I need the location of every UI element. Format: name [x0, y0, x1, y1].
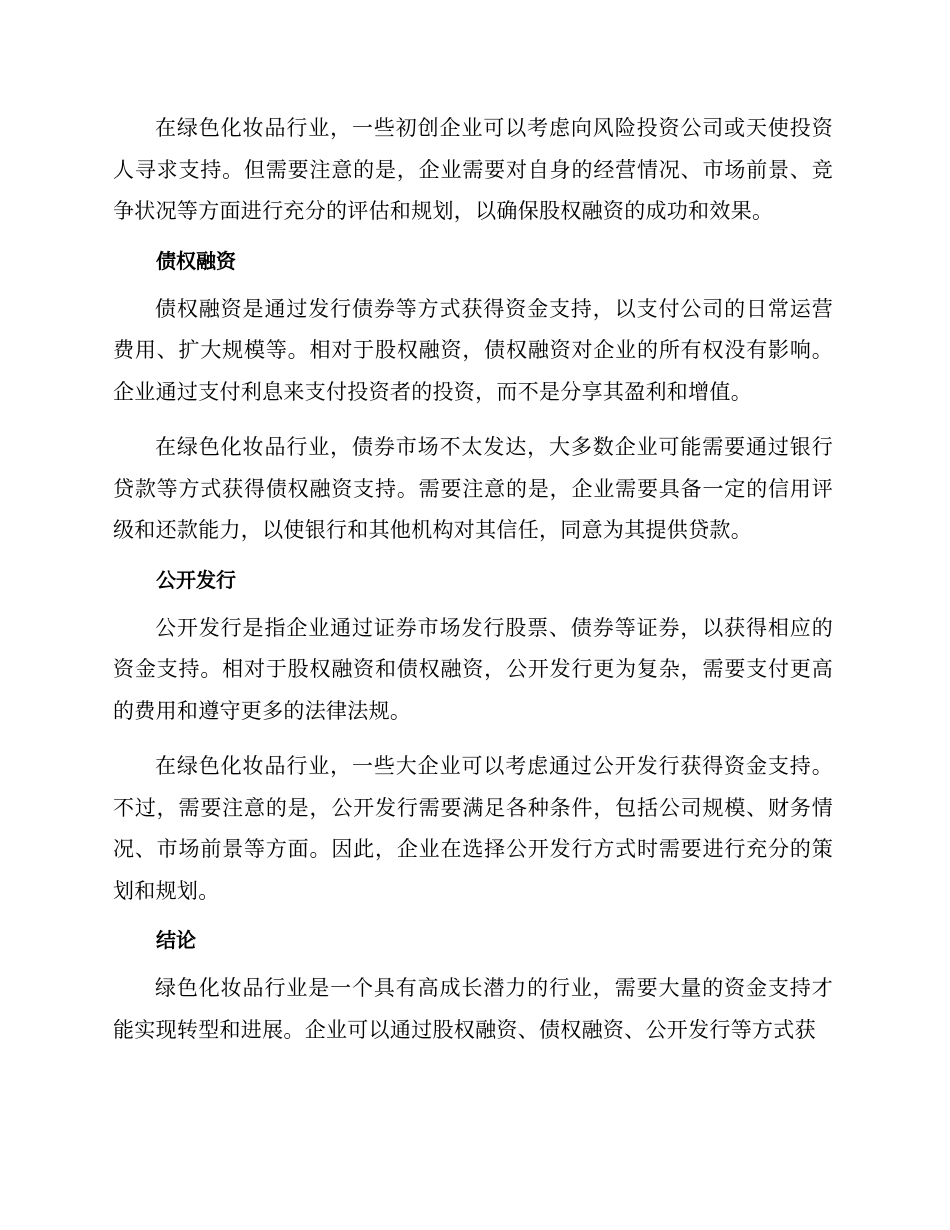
heading-public-offering: 公开发行 [156, 567, 236, 592]
paragraph-debt-financing-definition: 债权融资是通过发行债券等方式获得资金支持，以支付公司的日常运营费用、扩大规模等。相对于股权融资，债权融资对企业的所有权没有影响。企业通过支付利息来支付投资者的投资，而不是分享其盈利和增值。 [113, 296, 833, 404]
document-body [113, 108, 833, 1065]
paragraph-debt-financing-industry: 在绿色化妆品行业，债券市场不太发达，大多数企业可能需要通过银行贷款等方式获得债权融资支持。需要注意的是，企业需要具备一定的信用评级和还款能力，以使银行和其他机构对其信任，同意为其提供贷款。 [113, 435, 833, 542]
paragraph-public-offering-definition: 公开发行是指企业通过证券市场发行股票、债券等证券，以获得相应的资金支持。相对于股权融资和债权融资，公开发行更为复杂，需要支付更高的费用和遵守更多的法律法规。 [113, 615, 833, 723]
paragraph-equity-financing-industry: 在绿色化妆品行业，一些初创企业可以考虑向风险投资公司或天使投资人寻求支持。但需要注意的是，企业需要对自身的经营情况、市场前景、竞争状况等方面进行充分的评估和规划，以确保股权融资的成功和效果。 [113, 116, 833, 223]
paragraph-public-offering-industry: 在绿色化妆品行业，一些大企业可以考虑通过公开发行获得资金支持。不过，需要注意的是，公开发行需要满足各种条件，包括公司规模、财务情况、市场前景等方面。因此，企业在选择公开发行方式时需要进行充分的策划和规划。 [113, 754, 833, 903]
heading-debt-financing: 债权融资 [156, 248, 236, 273]
paragraph-conclusion: 绿色化妆品行业是一个具有高成长潜力的行业，需要大量的资金支持才能实现转型和进展。企业可以通过股权融资、债权融资、公开发行等方式获 [113, 976, 833, 1042]
heading-conclusion: 结论 [156, 928, 196, 952]
